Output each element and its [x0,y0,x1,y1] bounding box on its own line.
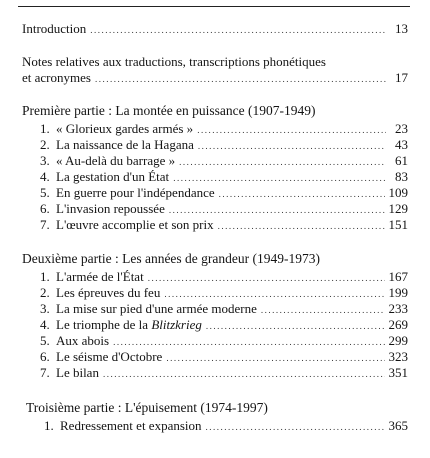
dot-leader [219,186,385,202]
entry-title: Aux abois [56,333,110,348]
entry-page: 351 [388,365,408,380]
dot-leader [206,419,385,435]
entry-page: 269 [388,317,408,332]
entry-page: 129 [388,201,408,216]
toc-entry[interactable] [40,169,408,185]
toc-entry-notes[interactable] [22,70,408,86]
entry-page: 167 [388,269,408,284]
chapter-number: 1. [44,418,54,433]
part3-heading: Troisième partie : L'épuisement (1974-1997) [26,400,268,415]
dot-leader [218,218,385,234]
chapter-number: 4. [40,317,50,332]
toc-entry[interactable] [40,285,408,301]
toc-entry[interactable] [40,333,408,349]
entry-title: et acronymes [22,70,91,85]
entry-title: Le bilan [56,365,99,380]
chapter-number: 3. [40,301,50,316]
chapter-number: 4. [40,169,50,184]
dot-leader [261,302,385,318]
dot-leader [179,154,386,170]
entry-page: 151 [388,217,408,232]
entry-page: 323 [388,349,408,364]
toc-entry[interactable] [40,121,408,137]
toc-entry[interactable] [40,201,408,217]
dot-leader [148,270,385,286]
dot-leader [206,318,385,334]
entry-title: Les épreuves du feu [56,285,161,300]
entry-title: L'œuvre accomplie et son prix [56,217,214,232]
entry-title: Introduction [22,21,87,36]
toc-entry-introduction[interactable] [22,21,408,37]
entry-page: 17 [395,70,408,85]
chapter-number: 5. [40,333,50,348]
dot-leader [197,122,386,138]
entry-title: Redressement et expansion [60,418,202,433]
toc-entry[interactable] [40,153,408,169]
entry-page: 233 [388,301,408,316]
dot-leader [198,138,386,154]
entry-title-italic: Blitzkrieg [151,317,202,332]
dot-leader [173,170,386,186]
part1-heading: Première partie : La montée en puissance (1907-1949) [22,103,316,118]
entry-title: « Glorieux gardes armés » [56,121,194,136]
chapter-number: 1. [40,121,50,136]
entry-page: 365 [388,418,408,433]
chapter-number: 7. [40,217,50,232]
notes-title-line1[interactable]: Notes relatives aux traductions, transcriptions phonétiques [22,54,326,69]
toc-entry[interactable] [40,365,408,381]
dot-leader [164,286,384,302]
entry-title: La gestation d'un État [56,169,170,184]
chapter-number: 2. [40,285,50,300]
dot-leader [113,334,384,350]
entry-page: 13 [395,21,408,36]
chapter-number: 5. [40,185,50,200]
entry-title: Le séisme d'Octobre [56,349,163,364]
entry-title: La naissance de la Hagana [56,137,194,152]
toc-entry[interactable] [40,269,408,285]
dot-leader [95,71,386,87]
entry-page: 199 [388,285,408,300]
part2-heading: Deuxième partie : Les années de grandeur (1949-1973) [22,251,321,266]
toc-entry[interactable] [40,217,408,233]
top-rule [18,6,410,7]
toc-entry[interactable] [40,301,408,317]
toc-entry[interactable] [40,317,408,333]
chapter-number: 7. [40,365,50,380]
toc-entry[interactable] [40,185,408,201]
dot-leader [103,366,385,382]
entry-title: La mise sur pied d'une armée moderne [56,301,257,316]
toc-entry[interactable] [44,418,408,434]
entry-title: L'invasion repoussée [56,201,165,216]
dot-leader [169,202,385,218]
entry-page: 299 [388,333,408,348]
chapter-number: 3. [40,153,50,168]
entry-page: 61 [395,153,408,168]
toc-entry[interactable] [40,349,408,365]
dot-leader [166,350,384,366]
entry-page: 109 [388,185,408,200]
toc-entry[interactable] [40,137,408,153]
chapter-number: 6. [40,201,50,216]
entry-page: 43 [395,137,408,152]
chapter-number: 1. [40,269,50,284]
chapter-number: 2. [40,137,50,152]
entry-title: « Au-delà du barrage » [56,153,176,168]
dot-leader [90,22,386,38]
chapter-number: 6. [40,349,50,364]
entry-page: 83 [395,169,408,184]
entry-title: En guerre pour l'indépendance [56,185,215,200]
entry-title-prefix: Le triomphe de la [56,317,152,332]
entry-title: L'armée de l'État [56,269,144,284]
entry-page: 23 [395,121,408,136]
